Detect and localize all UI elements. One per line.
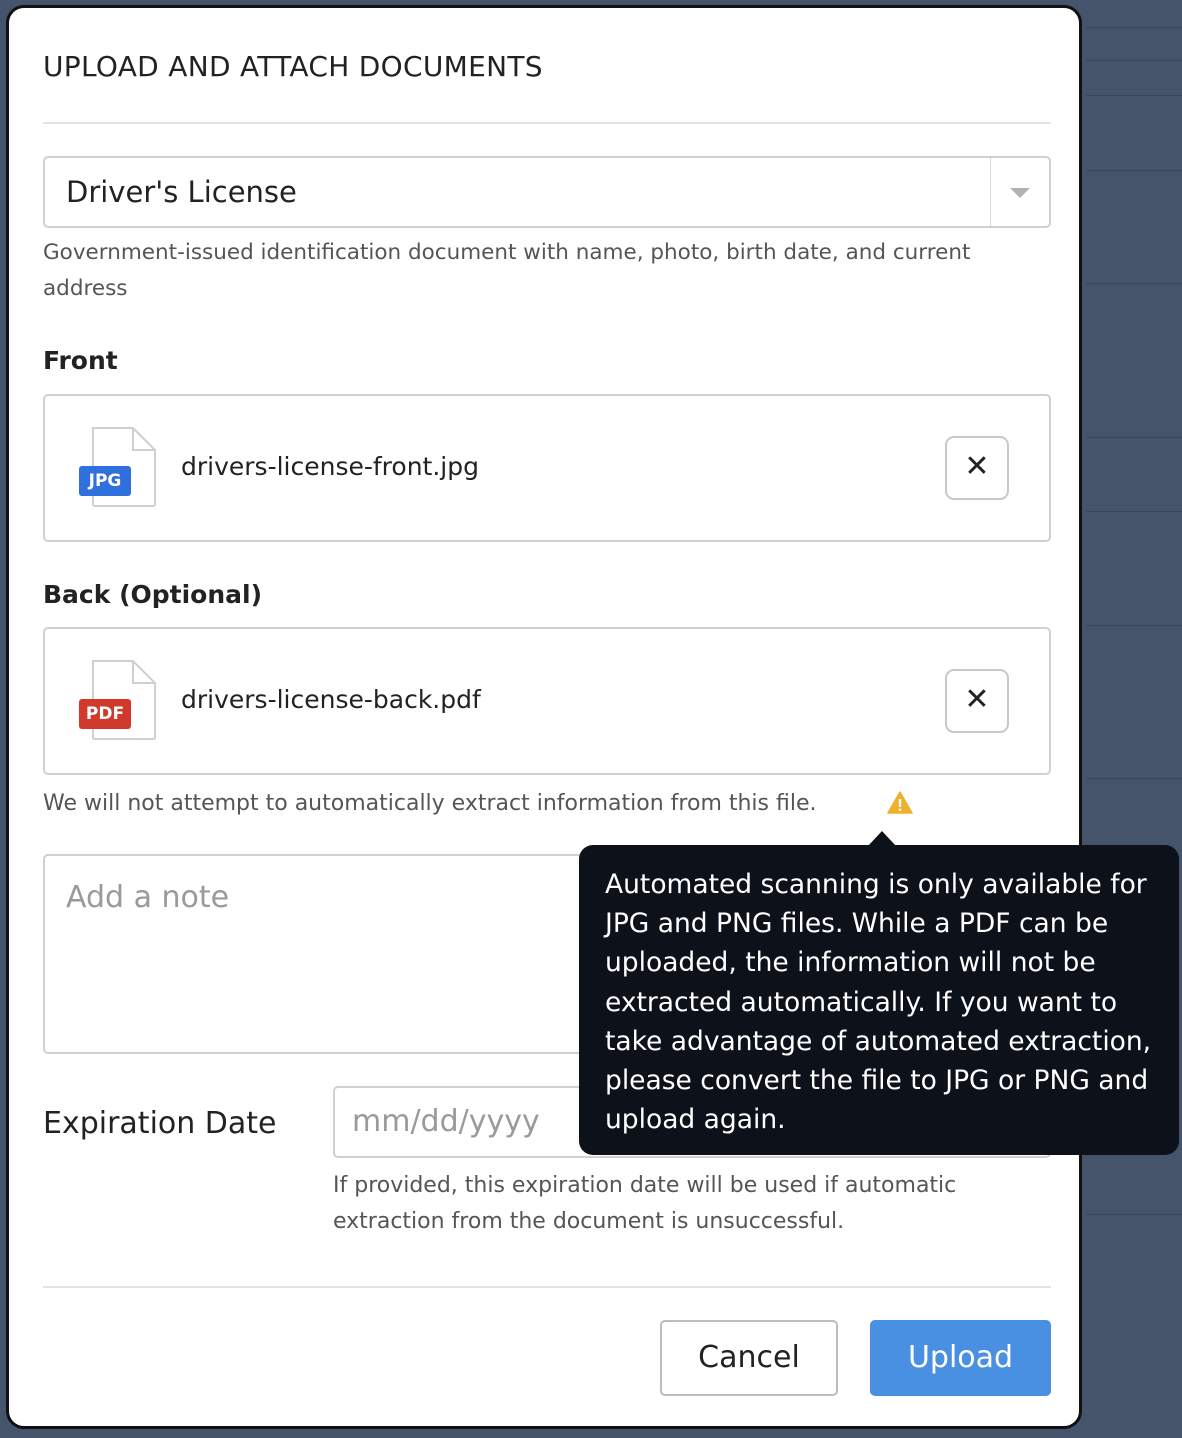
close-icon: ✕ [964, 682, 990, 717]
back-file-row [43, 627, 1051, 775]
pdf-extraction-warning: We will not attempt to automatically extract information from this file. [43, 791, 817, 816]
cancel-button[interactable]: Cancel [660, 1320, 838, 1396]
expiration-date-hint: If provided, this expiration date will be used if automatic extraction from the document is unsuccessful. [333, 1173, 957, 1234]
modal-title: UPLOAD AND ATTACH DOCUMENTS [43, 50, 543, 83]
upload-documents-modal [6, 5, 1082, 1429]
remove-back-file-button[interactable] [945, 669, 1009, 733]
back-file-name: drivers-license-back.pdf [181, 685, 481, 714]
note-placeholder: Add a note [66, 880, 230, 915]
back-label: Back (Optional) [43, 580, 263, 609]
file-type-badge: PDF [79, 699, 131, 729]
front-file-name: drivers-license-front.jpg [181, 452, 479, 481]
front-label: Front [43, 346, 118, 375]
footer-divider [43, 1286, 1051, 1288]
select-separator [990, 158, 991, 226]
upload-button[interactable]: Upload [870, 1320, 1051, 1396]
front-file-row [43, 394, 1051, 542]
background-page [1086, 0, 1182, 1438]
jpg-file-icon [79, 426, 157, 508]
tooltip-arrow [868, 831, 896, 846]
chevron-down-icon[interactable] [1010, 188, 1030, 198]
header-divider [43, 122, 1051, 124]
close-icon: ✕ [964, 449, 990, 484]
warning-triangle-icon[interactable] [887, 791, 913, 815]
expiration-date-placeholder: mm/dd/yyyy [352, 1104, 540, 1139]
document-type-description: Government-issued identification document with name, photo, birth date, and current address [43, 240, 971, 301]
expiration-date-label: Expiration Date [43, 1106, 277, 1141]
document-type-value: Driver's License [66, 175, 297, 209]
remove-front-file-button[interactable] [945, 436, 1009, 500]
document-type-select[interactable] [43, 156, 1051, 228]
extraction-tooltip: Automated scanning is only available for JPG and PNG files. While a PDF can be uploaded, the information will not be extracted automatically. If you want to take advantage of automated extraction, please convert the file to JPG or PNG and upload again. [579, 845, 1179, 1155]
pdf-file-icon [79, 659, 157, 741]
file-type-badge: JPG [79, 466, 131, 496]
